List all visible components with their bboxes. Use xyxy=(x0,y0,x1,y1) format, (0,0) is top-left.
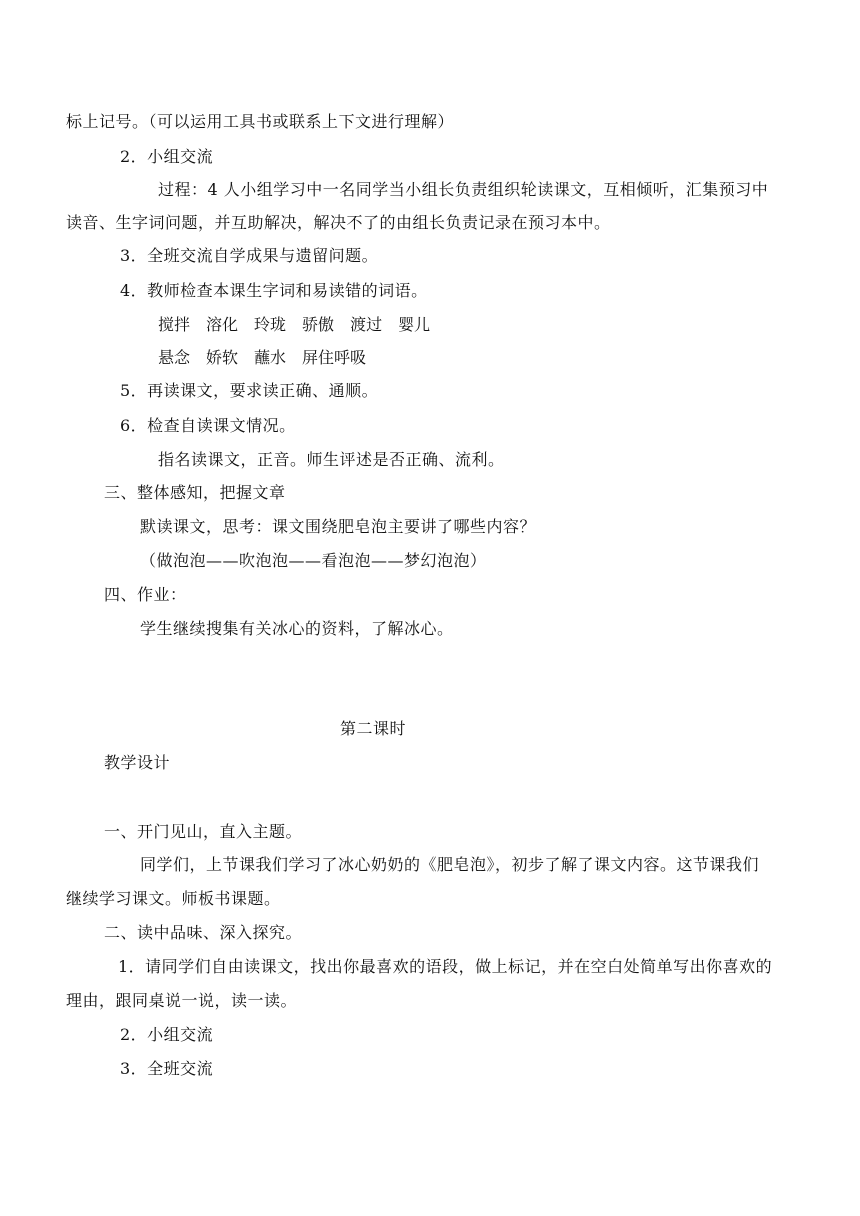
vocab-word: 蘸水 xyxy=(254,348,287,367)
text-line: 指名读课文，正音。师生评述是否正确、流利。 xyxy=(158,450,505,469)
list-item: 2．小组交流 xyxy=(120,1025,214,1044)
vocab-word: 屏住呼吸 xyxy=(302,348,367,367)
vocab-row xyxy=(158,348,382,368)
list-item: 1．请同学们自由读课文，找出你最喜欢的语段，做上标记，并在空白处简单写出你喜欢的 xyxy=(118,957,773,976)
vocab-row xyxy=(158,315,446,335)
section-heading: 四、作业： xyxy=(104,585,187,604)
vocab-word: 搅拌 xyxy=(158,315,191,334)
section-heading: 三、整体感知，把握文章 xyxy=(104,483,286,502)
text-line: 标上记号。（可以运用工具书或联系上下文进行理解） xyxy=(66,112,455,131)
list-item: 4．教师检查本课生字词和易读错的词语。 xyxy=(120,281,428,300)
text-line: （做泡泡——吹泡泡——看泡泡——梦幻泡泡） xyxy=(140,551,487,570)
vocab-word: 娇软 xyxy=(206,348,239,367)
vocab-word: 悬念 xyxy=(158,348,191,367)
list-item: 3．全班交流自学成果与遗留问题。 xyxy=(120,246,379,265)
vocab-word: 骄傲 xyxy=(302,315,335,334)
list-item: 2．小组交流 xyxy=(120,147,214,166)
lesson-title: 第二课时 xyxy=(340,719,407,738)
vocab-word: 玲珑 xyxy=(254,315,287,334)
vocab-word: 婴儿 xyxy=(398,315,431,334)
list-item: 5．再读课文，要求读正确、通顺。 xyxy=(120,381,379,400)
section-heading: 二、读中品味、深入探究。 xyxy=(104,923,303,942)
text-line: 同学们，上节课我们学习了冰心奶奶的《肥皂泡》，初步了解了课文内容。这节课我们 xyxy=(140,855,760,874)
text-line: 学生继续搜集有关冰心的资料，了解冰心。 xyxy=(140,619,454,638)
text-line: 默读课文，思考：课文围绕肥皂泡主要讲了哪些内容？ xyxy=(140,517,537,536)
list-item: 3．全班交流 xyxy=(120,1059,214,1078)
list-item: 6．检查自读课文情况。 xyxy=(120,416,296,435)
text-line: 过程：4 人小组学习中一名同学当小组长负责组织轮读课文，互相倾听，汇集预习中 xyxy=(158,180,769,199)
text-line: 读音、生字词问题，并互助解决，解决不了的由组长负责记录在预习本中。 xyxy=(66,213,611,232)
section-heading: 一、开门见山，直入主题。 xyxy=(104,822,303,841)
text-line: 继续学习课文。师板书课题。 xyxy=(66,889,281,908)
text-line: 理由，跟同桌说一说，读一读。 xyxy=(66,991,298,1010)
vocab-word: 溶化 xyxy=(206,315,239,334)
section-heading: 教学设计 xyxy=(104,753,171,772)
vocab-word: 渡过 xyxy=(350,315,383,334)
